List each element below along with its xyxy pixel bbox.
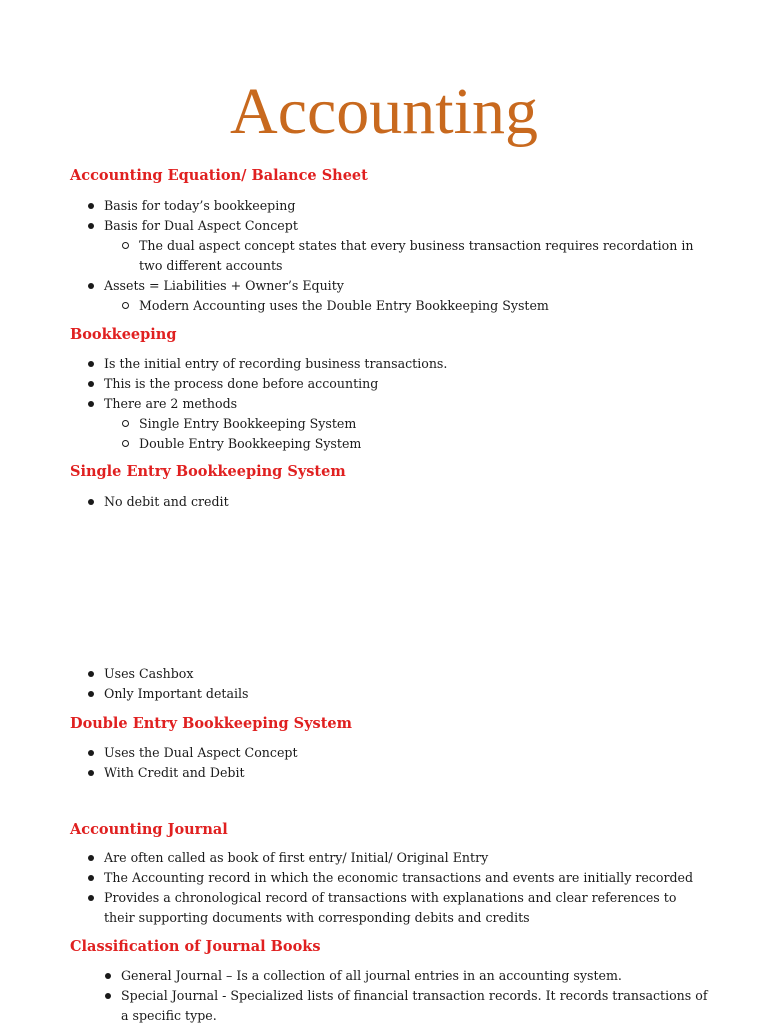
list-accounting-journal bbox=[70, 848, 710, 928]
list-item: No debit and credit bbox=[70, 492, 710, 512]
page-title: Accounting bbox=[230, 75, 538, 148]
list-item: Double Entry Bookkeeping System bbox=[70, 434, 710, 454]
list-classification-journal bbox=[87, 966, 717, 1026]
list-item: Only Important details bbox=[70, 684, 710, 704]
list-item: Uses the Dual Aspect Concept bbox=[70, 743, 710, 763]
list-item: Assets = Liabilities + Owner’s Equity bbox=[70, 276, 710, 296]
list-item: There are 2 methods bbox=[70, 394, 710, 414]
list-item: The dual aspect concept states that every business transaction requires recordation in two different accounts bbox=[70, 236, 710, 276]
list-item: The Accounting record in which the economic transactions and events are initially recorded bbox=[70, 868, 710, 888]
list-item: Is the initial entry of recording business transactions. bbox=[70, 354, 710, 374]
heading-bookkeeping: Bookkeeping bbox=[70, 326, 177, 343]
list-item: Single Entry Bookkeeping System bbox=[70, 414, 710, 434]
list-item: Basis for Dual Aspect Concept bbox=[70, 216, 710, 236]
list-item: Special Journal - Specialized lists of financial transaction records. It records transactions of a specific type. bbox=[87, 986, 717, 1026]
heading-classification-journal: Classification of Journal Books bbox=[70, 938, 321, 955]
heading-accounting-journal: Accounting Journal bbox=[70, 821, 228, 838]
heading-single-entry: Single Entry Bookkeeping System bbox=[70, 463, 346, 480]
list-item: With Credit and Debit bbox=[70, 763, 710, 783]
list-accounting-equation bbox=[70, 196, 710, 316]
heading-double-entry: Double Entry Bookkeeping System bbox=[70, 715, 352, 732]
list-item: Provides a chronological record of transactions with explanations and clear references to their supporting documents with corresponding debits and credits bbox=[70, 888, 710, 928]
list-single-entry-top bbox=[70, 492, 710, 512]
list-item: General Journal – Is a collection of all journal entries in an accounting system. bbox=[87, 966, 717, 986]
list-item: Modern Accounting uses the Double Entry Bookkeeping System bbox=[70, 296, 710, 316]
list-double-entry bbox=[70, 743, 710, 783]
list-item: Basis for today’s bookkeeping bbox=[70, 196, 710, 216]
list-bookkeeping bbox=[70, 354, 710, 454]
list-item: Are often called as book of first entry/ Initial/ Original Entry bbox=[70, 848, 710, 868]
list-item: Uses Cashbox bbox=[70, 664, 710, 684]
list-single-entry-bottom bbox=[70, 664, 710, 704]
heading-accounting-equation: Accounting Equation/ Balance Sheet bbox=[70, 167, 368, 184]
list-item: This is the process done before accounting bbox=[70, 374, 710, 394]
